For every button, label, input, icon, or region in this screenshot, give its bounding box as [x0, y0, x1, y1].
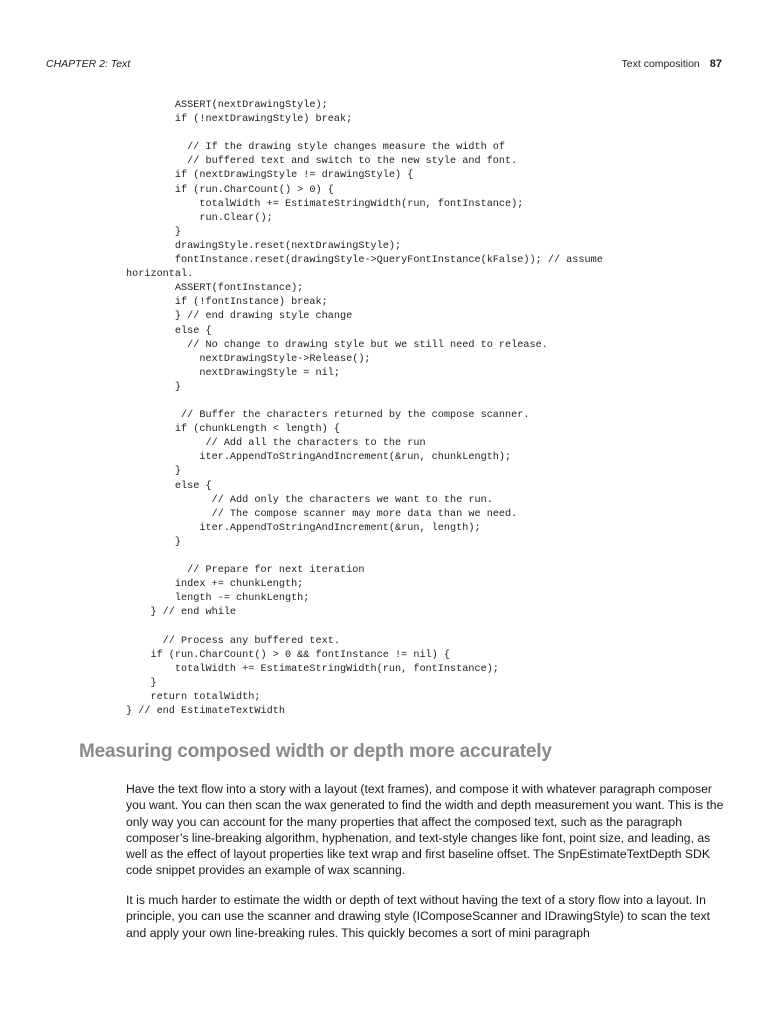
code-line: }: [126, 536, 182, 548]
code-line: // Prepare for next iteration: [126, 565, 365, 577]
code-line: index += chunkLength;: [126, 579, 304, 591]
code-line: horizontal.: [126, 269, 194, 281]
code-line: // Buffer the characters returned by the compose scanner.: [126, 410, 530, 422]
code-line: } // end drawing style change: [126, 311, 353, 323]
code-line: if (!nextDrawingStyle) break;: [126, 114, 353, 126]
page-header: [46, 58, 722, 74]
code-line: // buffered text and switch to the new style and font.: [126, 156, 518, 168]
code-line: run.Clear();: [126, 212, 273, 224]
code-line: // Add all the characters to the run: [126, 438, 426, 450]
code-line: }: [126, 677, 157, 689]
code-line: iter.AppendToStringAndIncrement(&run, chunkLength);: [126, 452, 512, 464]
code-line: if (!fontInstance) break;: [126, 297, 328, 309]
code-line: iter.AppendToStringAndIncrement(&run, length);: [126, 522, 481, 534]
code-line: // The compose scanner may more data than we need.: [126, 508, 518, 520]
code-listing: [126, 99, 726, 719]
page-number: 87: [709, 58, 722, 70]
code-line: return totalWidth;: [126, 691, 261, 703]
code-line: if (run.CharCount() > 0 && fontInstance != nil) {: [126, 649, 451, 661]
section-heading: Measuring composed width or depth more accurately: [79, 741, 552, 762]
code-line: } // end while: [126, 607, 237, 619]
body-paragraph-2: It is much harder to estimate the width or depth of text without having the text of a story flow into a layout. In principle, you can use the scanner and drawing style (IComposeScanner and IDrawingStyle) to scan the text and apply your own line-breaking rules. This quickly becomes a sort of mini paragraph: [126, 893, 710, 940]
code-line: nextDrawingStyle = nil;: [126, 367, 340, 379]
code-line: else {: [126, 325, 212, 337]
code-line: // No change to drawing style but we still need to release.: [126, 339, 548, 351]
running-head: [622, 58, 722, 70]
code-line: }: [126, 226, 182, 238]
code-line: // Process any buffered text.: [126, 635, 340, 647]
code-line: nextDrawingStyle->Release();: [126, 353, 371, 365]
code-line: } // end EstimateTextWidth: [126, 706, 285, 718]
code-line: else {: [126, 480, 212, 492]
chapter-label: CHAPTER 2: Text: [46, 58, 131, 70]
code-line: length -= chunkLength;: [126, 593, 310, 605]
code-line: }: [126, 466, 182, 478]
code-line: ASSERT(nextDrawingStyle);: [126, 100, 328, 111]
code-line: if (chunkLength < length) {: [126, 424, 340, 436]
code-line: // If the drawing style changes measure the width of: [126, 142, 506, 154]
code-line: totalWidth += EstimateStringWidth(run, fontInstance);: [126, 663, 499, 675]
code-line: // Add only the characters we want to the run.: [126, 494, 493, 506]
code-line: if (nextDrawingStyle != drawingStyle) {: [126, 170, 414, 182]
body-paragraph-1: Have the text flow into a story with a layout (text frames), and compose it with whatever paragraph composer you want. You can then scan the wax generated to find the width and depth measurement you want. This is the only way you can account for the many properties that affect the composed text, such as the paragraph composer’s line-breaking algorithm, hyphenation, and text-style changes like font, point size, and leading, as well as the effect of layout properties like text wrap and first baseline offset. The SnpEstimateTextDepth SDK code snippet provides an example of wax scanning.: [126, 782, 724, 878]
code-line: }: [126, 381, 182, 393]
section-label: Text composition: [621, 58, 700, 70]
code-line: drawingStyle.reset(nextDrawingStyle);: [126, 240, 402, 252]
code-line: ASSERT(fontInstance);: [126, 283, 304, 295]
code-line: totalWidth += EstimateStringWidth(run, fontInstance);: [126, 198, 524, 210]
code-line: if (run.CharCount() > 0) {: [126, 184, 334, 196]
code-line: fontInstance.reset(drawingStyle->QueryFontInstance(kFalse)); // assume: [126, 255, 603, 267]
